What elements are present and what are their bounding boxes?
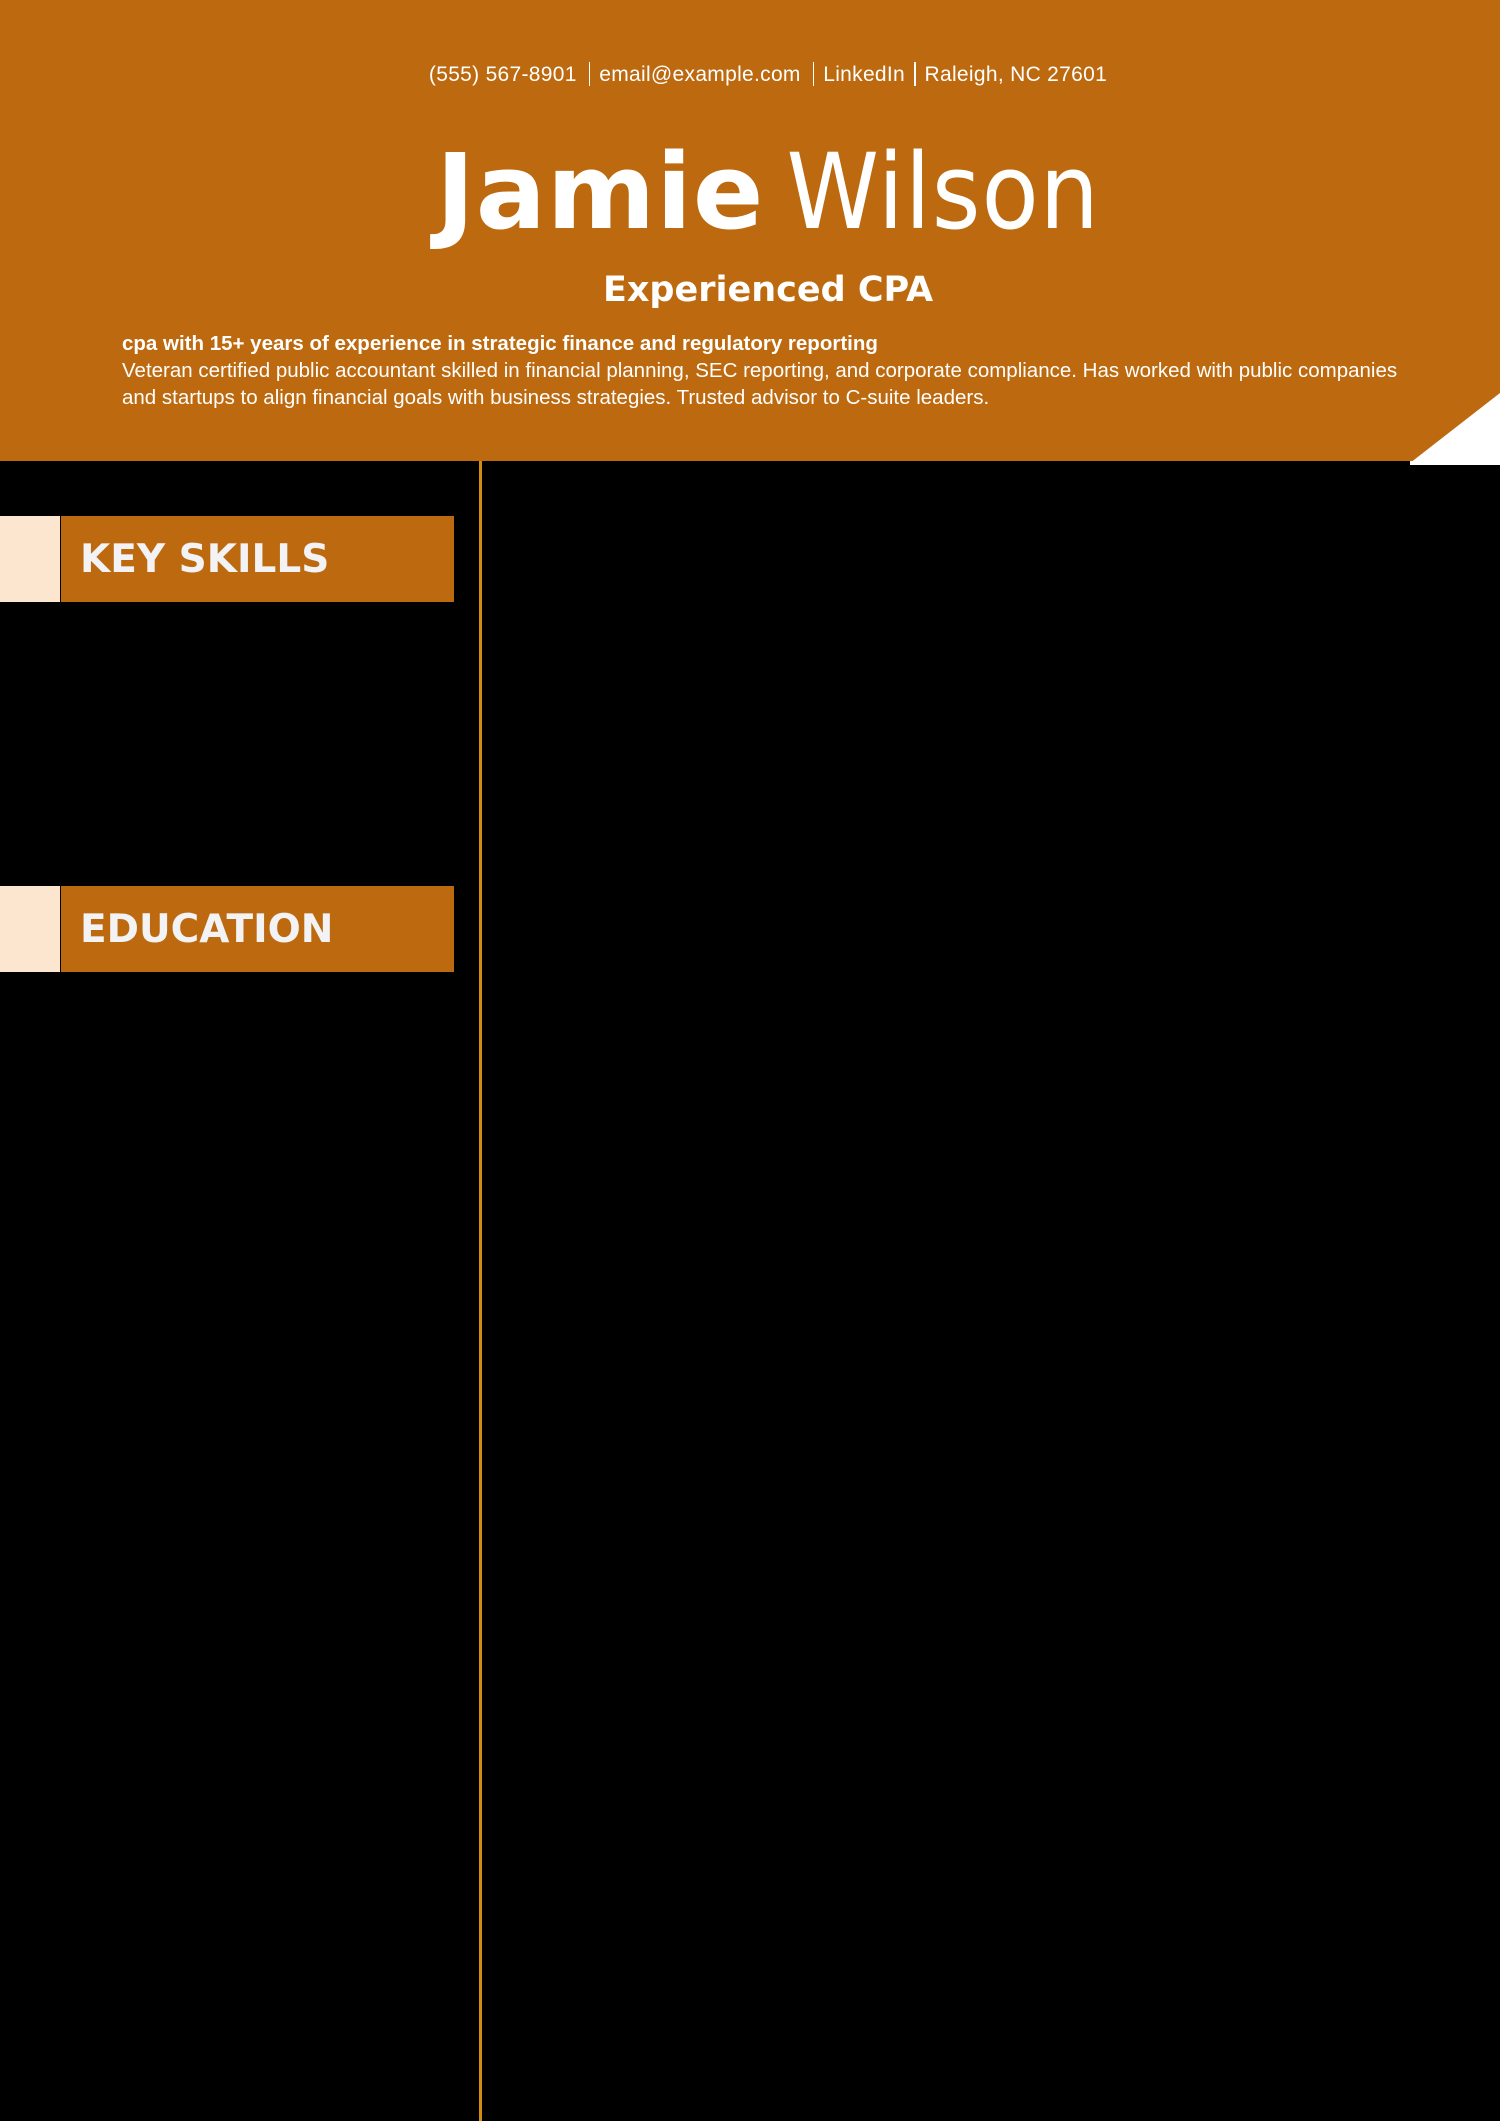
decorative-corner-triangle <box>1410 393 1500 463</box>
section-title: KEY SKILLS <box>80 537 330 582</box>
professional-summary <box>122 330 1412 411</box>
first-name: Jamie <box>436 131 765 253</box>
contact-line <box>0 62 1500 87</box>
section-header-key-skills <box>0 516 454 602</box>
section-tab-accent <box>0 516 60 602</box>
summary-headline: cpa with 15+ years of experience in strategic finance and regulatory reporting <box>122 332 878 355</box>
candidate-name <box>0 122 1500 262</box>
section-header-education <box>0 886 454 972</box>
contact-linkedin-link[interactable]: LinkedIn <box>823 63 906 86</box>
contact-email[interactable]: email@example.com <box>599 63 801 86</box>
key-skills-list <box>0 602 454 886</box>
summary-body: Veteran certified public accountant skilled in financial planning, SEC reporting, and corporate compliance. Has worked with public companies and startups to align financial goals with business strategies. Trusted advisor to C-suite leaders. <box>122 359 1398 409</box>
separator <box>914 62 916 86</box>
contact-phone: (555) 567-8901 <box>428 63 577 86</box>
education-list <box>0 972 454 2121</box>
contact-location: Raleigh, NC 27601 <box>924 63 1108 86</box>
resume-header <box>0 0 1500 461</box>
main-content-column <box>482 463 1500 2121</box>
last-name: Wilson <box>786 131 1100 253</box>
separator <box>813 62 815 86</box>
section-tab-accent <box>0 886 60 972</box>
section-title: EDUCATION <box>80 907 334 952</box>
separator <box>589 62 591 86</box>
job-title: Experienced CPA <box>602 270 934 310</box>
